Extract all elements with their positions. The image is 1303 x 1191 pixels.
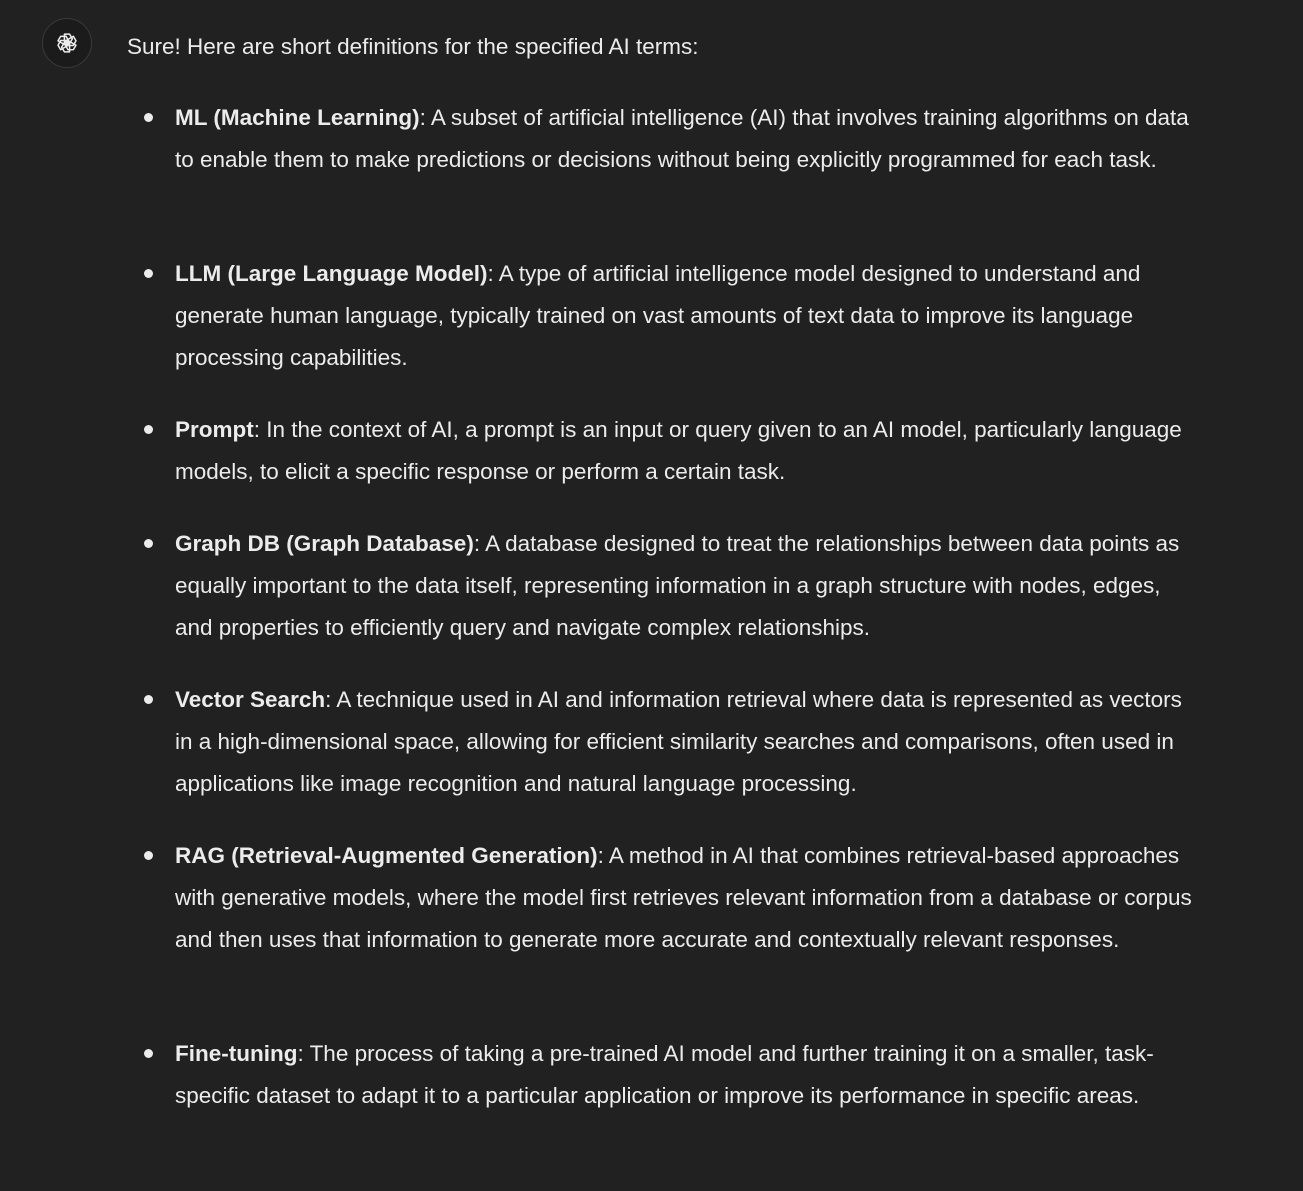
term-label: Vector Search <box>175 687 326 712</box>
list-item <box>175 1033 1200 1117</box>
term-label: Graph DB (Graph Database) <box>175 531 474 556</box>
bullet-icon <box>144 539 153 548</box>
term-definition: : A type of artificial intelligence model designed to understand and generate human language, typically trained on vast amounts of text data to improve its language processing capabilities. <box>175 261 1141 370</box>
term-label: ML (Machine Learning) <box>175 105 420 130</box>
bullet-icon <box>144 1049 153 1058</box>
bullet-icon <box>144 425 153 434</box>
bullet-icon <box>144 113 153 122</box>
term-definition: : The process of taking a pre-trained AI model and further training it on a smaller, task-specific dataset to adapt it to a particular application or improve its performance in specific areas. <box>175 1041 1154 1108</box>
term-label: Fine-tuning <box>175 1041 298 1066</box>
list-item <box>175 835 1200 961</box>
term-definition: : A method in AI that combines retrieval-based approaches with generative models, where the model first retrieves relevant information from a database or corpus and then uses that information to generate more accurate and contextually relevant responses. <box>175 843 1192 952</box>
list-item <box>175 253 1200 379</box>
term-definition: : A database designed to treat the relationships between data points as equally important to the data itself, representing information in a graph structure with nodes, edges, and properties to efficiently query and navigate complex relationships. <box>175 531 1180 640</box>
term-label: RAG (Retrieval-Augmented Generation) <box>175 843 598 868</box>
list-item <box>175 97 1200 181</box>
term-definition: : In the context of AI, a prompt is an input or query given to an AI model, particularly language models, to elicit a specific response or perform a certain task. <box>175 417 1182 484</box>
list-item <box>175 409 1200 493</box>
assistant-message <box>127 30 1207 1108</box>
term-label: LLM (Large Language Model) <box>175 261 488 286</box>
term-definition: : A subset of artificial intelligence (AI) that involves training algorithms on data to enable them to make predictions or decisions without being explicitly programmed for each task. <box>175 105 1189 172</box>
bullet-icon <box>144 851 153 860</box>
message-intro: Sure! Here are short definitions for the specified AI terms: <box>127 34 699 59</box>
list-item <box>175 679 1200 805</box>
term-definition: : A technique used in AI and information retrieval where data is represented as vectors in a high-dimensional space, allowing for efficient similarity searches and comparisons, often used in applications like image recognition and natural language processing. <box>175 687 1182 796</box>
list-item <box>175 523 1200 649</box>
bullet-icon <box>144 269 153 278</box>
bullet-icon <box>144 695 153 704</box>
openai-logo-icon <box>53 29 81 57</box>
term-label: Prompt <box>175 417 254 442</box>
assistant-avatar <box>42 18 92 68</box>
